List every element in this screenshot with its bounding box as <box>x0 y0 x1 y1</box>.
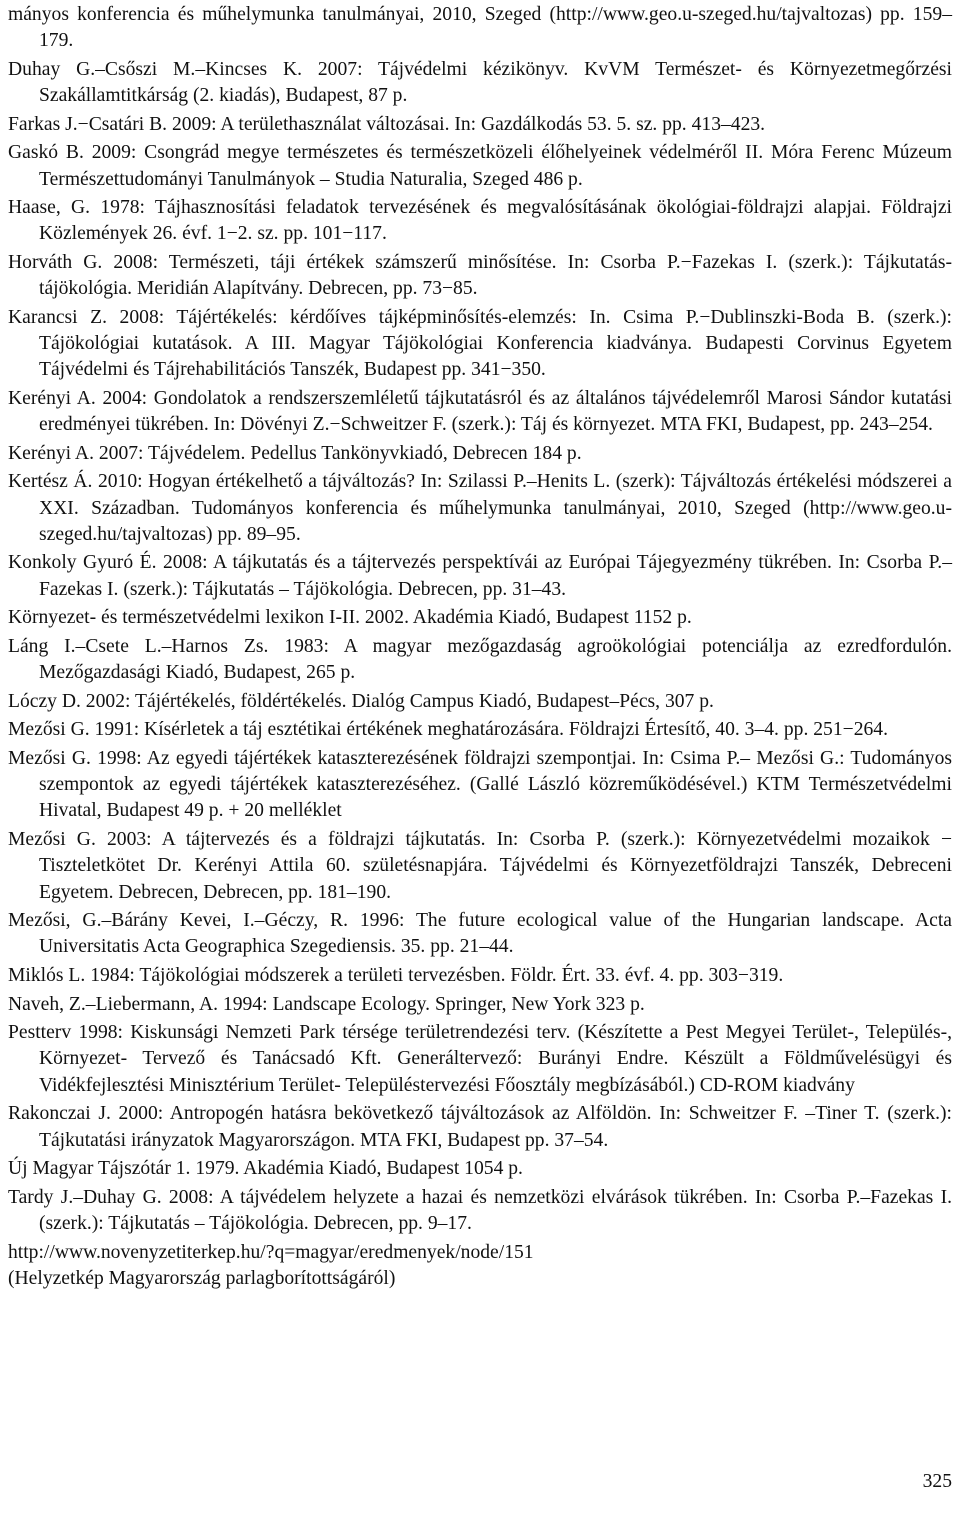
reference-entry: Lóczy D. 2002: Tájértékelés, földértékelés. Dialóg Campus Kiadó, Budapest–Pécs, 307 p. <box>8 690 714 712</box>
reference-list <box>8 2 952 1294</box>
reference-entry: Környezet- és természetvédelmi lexikon I-II. 2002. Akadémia Kiadó, Budapest 1152 p. <box>8 607 692 629</box>
reference-entry: mányos konferencia és műhelymunka tanulmányai, 2010, Szeged (http://www.geo.u-szeged.hu/tajvaltozas) pp. 159–179. <box>8 4 952 52</box>
reference-entry: Mezősi, G.–Bárány Kevei, I.–Géczy, R. 1996: The future ecological value of the Hungarian landscape. Acta Universitatis Acta Geographica Szegediensis. 35. pp. 21–44. <box>8 910 952 958</box>
reference-entry: Mezősi G. 1991: Kísérletek a táj esztétikai értékének meghatározására. Földrajzi Értesítő, 40. 3–4. pp. 251−264. <box>8 719 888 741</box>
web-reference-note: (Helyzetkép Magyarország parlagborítottságáról) <box>8 1267 396 1289</box>
reference-entry: Naveh, Z.–Liebermann, A. 1994: Landscape Ecology. Springer, New York 323 p. <box>8 993 645 1015</box>
reference-entry: Karancsi Z. 2008: Tájértékelés: kérdőíves tájképminősítés-elemzés: In. Csima P.−Dublinszki-Boda B. (szerk.): Tájökológiai kutatások. A III. Magyar Tájökológiai Konferencia kiadványa. Budapesti Corvinus Egyetem Tájvédelmi és Tájrehabilitációs Tanszék, Budapest pp. 341−350. <box>8 306 952 381</box>
web-reference-url[interactable]: http://www.novenyzetiterkep.hu/?q=magyar/eredmenyek/node/151 <box>8 1241 534 1263</box>
reference-entry: Új Magyar Tájszótár 1. 1979. Akadémia Kiadó, Budapest 1054 p. <box>8 1158 523 1180</box>
reference-entry: Tardy J.–Duhay G. 2008: A tájvédelem helyzete a hazai és nemzetközi elvárások tükrében. In: Csorba P.–Fazekas I. (szerk.): Tájkutatás – Tájökológia. Debrecen, pp. 9–17. <box>8 1186 952 1234</box>
reference-entry: Kertész Á. 2010: Hogyan értékelhető a tájváltozás? In: Szilassi P.–Henits L. (szerk): Tájváltozás értékelési módszerei a XXI. Században. Tudományos konferencia és műhelymunka tanulmányai, 2010, Szeged (http://www.geo.u-szeged.hu/tajvaltozas) pp. 89–95. <box>8 471 952 545</box>
reference-entry: Horváth G. 2008: Természeti, táji értékek számszerű minősítése. In: Csorba P.−Fazekas I. (szerk.): Tájkutatás-tájökológia. Meridián Alapítvány. Debrecen, pp. 73−85. <box>8 252 952 300</box>
reference-entry: Mezősi G. 2003: A tájtervezés és a földrajzi tájkutatás. In: Csorba P. (szerk.): Környezetvédelmi mozaikok − Tiszteletkötet Dr. Kerényi Attila 60. születésnapjára. Tájvédelmi és Környezetföldrajzi Tanszék, Debreceni Egyetem. Debrecen, Debrecen, pp. 181–190. <box>8 829 952 903</box>
reference-entry: Mezősi G. 1998: Az egyedi tájértékek kataszterezésének földrajzi szempontjai. In: Csima P.– Mezősi G.: Tudományos szempontok az egyedi tájértékek kataszterezéséhez. (Gallé László közreműködésével.) KTM Természetvédelmi Hivatal, Budapest 49 p. + 20 melléklet <box>8 748 952 822</box>
reference-entry: Miklós L. 1984: Tájökológiai módszerek a területi tervezésben. Földr. Ért. 33. évf. 4. pp. 303−319. <box>8 964 784 986</box>
reference-entry: Láng I.–Csete L.–Harnos Zs. 1983: A magyar mezőgazdaság agroökológiai potenciálja az ezredfordulón. Mezőgazdasági Kiadó, Budapest, 265 p. <box>8 635 952 684</box>
reference-entry: Haase, G. 1978: Tájhasznosítási feladatok tervezésének és megvalósításának ökológiai-földrajzi alapjai. Földrajzi Közlemények 26. évf. 1−2. sz. pp. 101−117. <box>8 197 952 245</box>
reference-entry: Rakonczai J. 2000: Antropogén hatásra bekövetkező tájváltozások az Alföldön. In: Schweitzer F. –Tiner T. (szerk.): Tájkutatási irányzatok Magyarországon. MTA FKI, Budapest pp. 37–54. <box>8 1103 952 1151</box>
reference-entry: Farkas J.−Csatári B. 2009: A területhasználat változásai. In: Gazdálkodás 53. 5. sz. pp. 413–423. <box>8 113 766 135</box>
page-number: 325 <box>922 1471 952 1492</box>
reference-entry: Gaskó B. 2009: Csongrád megye természetes és természetközeli élőhelyeinek védelméről II. Móra Ferenc Múzeum Természettudományi Tanulmányok – Studia Naturalia, Szeged 486 p. <box>8 142 952 190</box>
reference-entry: Duhay G.–Csőszi M.–Kincses K. 2007: Tájvédelmi kézikönyv. KvVM Természet- és Környezetmegőrzési Szakállamtitkárság (2. kiadás), Budapest, 87 p. <box>8 58 952 107</box>
reference-entry: Kerényi A. 2004: Gondolatok a rendszerszemléletű tájkutatásról és az általános tájvédelemről Marosi Sándor kutatási eredményei tükrében. In: Dövényi Z.−Schweitzer F. (szerk.): Táj és környezet. MTA FKI, Budapest, pp. 243–254. <box>8 387 952 436</box>
reference-entry: Pestterv 1998: Kiskunsági Nemzeti Park térsége területrendezési terv. (Készítette a Pest Megyei Terület-, Település-, Környezet- Tervező és Tanácsadó Kft. Generáltervező: Burányi Endre. Készült a Földművelésügyi és Vidékfejlesztési Minisztérium Terület- Településtervezési Főosztály megbízásából.) CD-ROM kiadvány <box>8 1022 952 1096</box>
web-reference <box>8 1240 952 1292</box>
reference-entry: Kerényi A. 2007: Tájvédelem. Pedellus Tankönyvkiadó, Debrecen 184 p. <box>8 442 582 464</box>
reference-entry: Konkoly Gyuró É. 2008: A tájkutatás és a tájtervezés perspektívái az Európai Tájegyezmény tükrében. In: Csorba P.–Fazekas I. (szerk.): Tájkutatás – Tájökológia. Debrecen, pp. 31–43. <box>8 552 952 600</box>
